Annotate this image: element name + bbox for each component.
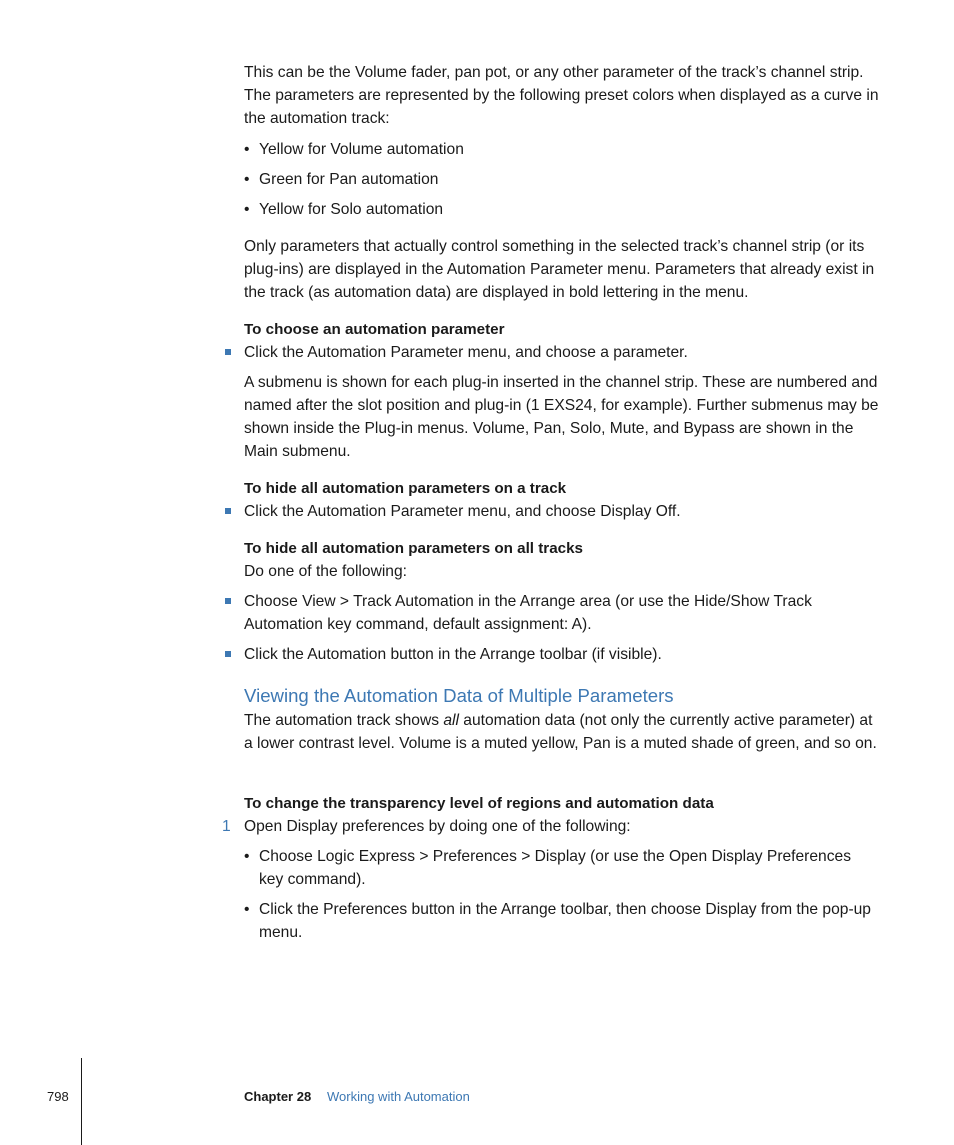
bullet-dot: • — [244, 141, 250, 158]
page-number: 798 — [47, 1089, 69, 1104]
square-bullet-icon — [225, 508, 231, 514]
step-text: Click the Automation button in the Arrange toolbar (if visible). — [244, 646, 662, 663]
procedure-heading: To hide all automation parameters on a track — [244, 480, 567, 497]
step-text: Open Display preferences by doing one of the following: — [244, 818, 631, 835]
step-text: Click the Automation Parameter menu, and choose a parameter. — [244, 344, 688, 361]
section-paragraph: The automation track shows all automation data (not only the currently active parameter) at a lower contrast level. Volume is a muted yellow, Pan is a muted shade of green, and so on. — [244, 712, 877, 752]
bullet-dot: • — [244, 848, 250, 865]
square-bullet-icon — [225, 598, 231, 604]
procedure-heading: To hide all automation parameters on all tracks — [244, 540, 583, 557]
note-paragraph: A submenu is shown for each plug-in inserted in the channel strip. These are numbered and named after the slot position and plug-in (1 EXS24, for example). Further submenus may be shown inside the Plug-in menus. Volume, Pan, Solo, Mute, and Bypass are shown in the Main submenu. — [244, 374, 879, 460]
chapter-label: Chapter 28 — [244, 1089, 312, 1104]
square-bullet-icon — [225, 651, 231, 657]
list-item: Yellow for Volume automation — [259, 141, 464, 158]
step-text: Click the Automation Parameter menu, and choose Display Off. — [244, 503, 681, 520]
step-number: 1 — [222, 818, 231, 835]
list-item: Choose Logic Express > Preferences > Display (or use the Open Display Preferences key command). — [259, 848, 851, 888]
parameters-paragraph: Only parameters that actually control something in the selected track’s channel strip (or its plug-ins) are displayed in the Automation Parameter menu. Parameters that already exist in the track (as automation data) are displayed in bold lettering in the menu. — [244, 238, 875, 301]
footer-divider — [81, 1058, 82, 1145]
intro-paragraph: This can be the Volume fader, pan pot, or any other parameter of the track’s channel strip. The parameters are represented by the following preset colors when displayed as a curve in the automation track: — [244, 64, 879, 127]
list-item: Yellow for Solo automation — [259, 201, 444, 218]
chapter-title: Working with Automation — [327, 1089, 470, 1104]
bullet-dot: • — [244, 171, 250, 188]
square-bullet-icon — [225, 349, 231, 355]
procedure-intro: Do one of the following: — [244, 563, 407, 580]
list-item: Green for Pan automation — [259, 171, 439, 188]
section-heading: Viewing the Automation Data of Multiple Parameters — [244, 685, 674, 706]
procedure-heading: To change the transparency level of regions and automation data — [244, 795, 714, 812]
bullet-dot: • — [244, 901, 250, 918]
bullet-dot: • — [244, 201, 250, 218]
list-item: Click the Preferences button in the Arrange toolbar, then choose Display from the pop-up menu. — [259, 901, 871, 941]
procedure-heading: To choose an automation parameter — [244, 321, 505, 338]
step-text: Choose View > Track Automation in the Arrange area (or use the Hide/Show Track Automation key command, default assignment: A). — [244, 593, 812, 633]
